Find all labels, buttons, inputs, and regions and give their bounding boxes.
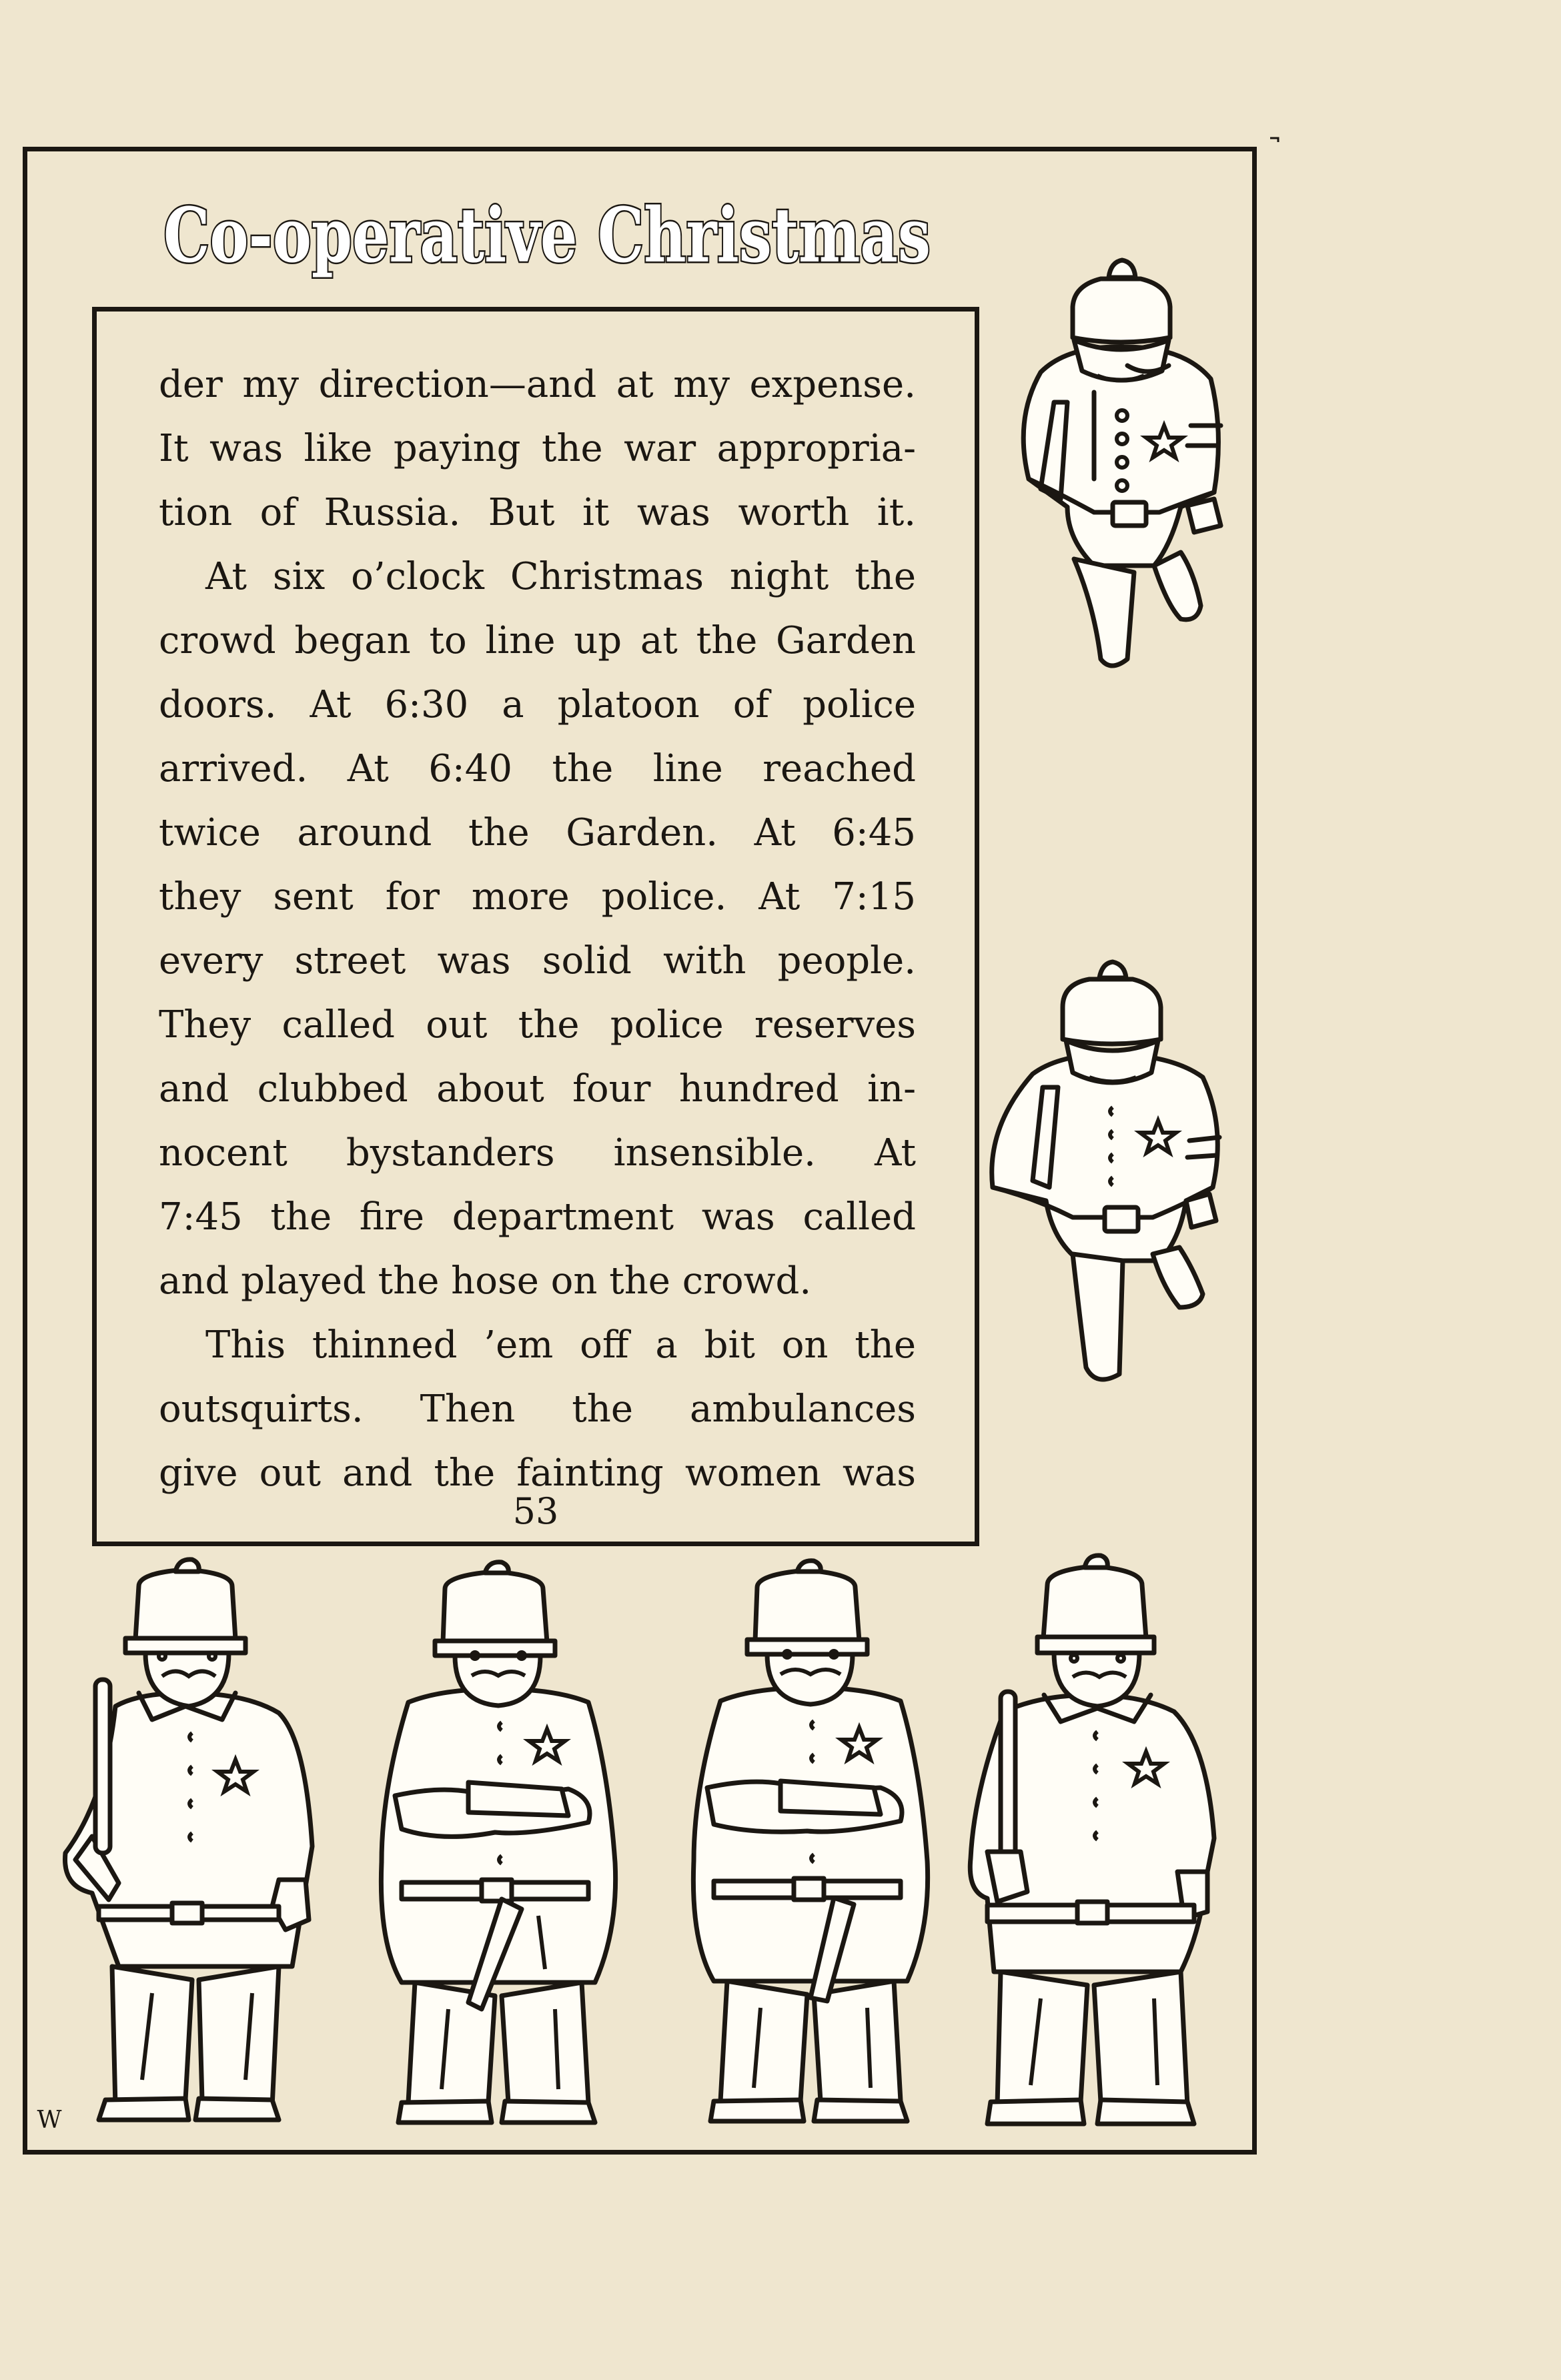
- text-line: give out and the fainting women was: [159, 1451, 916, 1495]
- text-line: der my direction—and at my expense.: [159, 363, 916, 406]
- corner-mark: [1270, 132, 1279, 137]
- policeman-with-baton-illustration: [961, 1558, 1227, 2129]
- text-line: outsquirts. Then the ambulances: [159, 1387, 916, 1431]
- policeman-topdown-illustration: [994, 259, 1254, 686]
- text-line: twice around the Garden. At 6:45: [159, 811, 916, 854]
- page-title-text: Co-operative Christmas: [163, 192, 931, 279]
- text-line: arrived. At 6:40 the line reached: [159, 747, 916, 790]
- artist-monogram-text: W: [37, 2107, 62, 2134]
- text-line: They called out the police reserves: [159, 1003, 916, 1047]
- policeman-topdown-illustration: [979, 961, 1246, 1401]
- text-line: 7:45 the fire department was called: [159, 1195, 916, 1239]
- page-title: [160, 187, 934, 307]
- policeman-arms-crossed-illustration: [368, 1569, 628, 2129]
- text-line: This thinned ’em off a bit on the: [205, 1323, 916, 1367]
- text-frame: [92, 307, 979, 1546]
- body-text: [159, 353, 916, 1506]
- text-line: tion of Russia. But it was worth it.: [159, 491, 916, 534]
- text-line: doors. At 6:30 a platoon of police: [159, 683, 916, 726]
- text-line: At six o’clock Christmas night the: [205, 555, 916, 598]
- artist-monogram: [35, 2107, 65, 2132]
- text-line: It was like paying the war appropria-: [159, 427, 916, 470]
- page-number: 53: [512, 1490, 559, 1532]
- text-line: and clubbed about four hundred in-: [159, 1067, 916, 1111]
- policeman-with-baton-illustration: [52, 1566, 319, 2127]
- policeman-arms-crossed-illustration: [680, 1568, 941, 2128]
- text-line: they sent for more police. At 7:15: [159, 875, 916, 919]
- text-line: crowd began to line up at the Garden: [159, 619, 916, 662]
- text-line: nocent bystanders insensible. At: [159, 1131, 916, 1175]
- text-line: and played the hose on the crowd.: [159, 1259, 812, 1303]
- text-line: every street was solid with people.: [159, 939, 916, 983]
